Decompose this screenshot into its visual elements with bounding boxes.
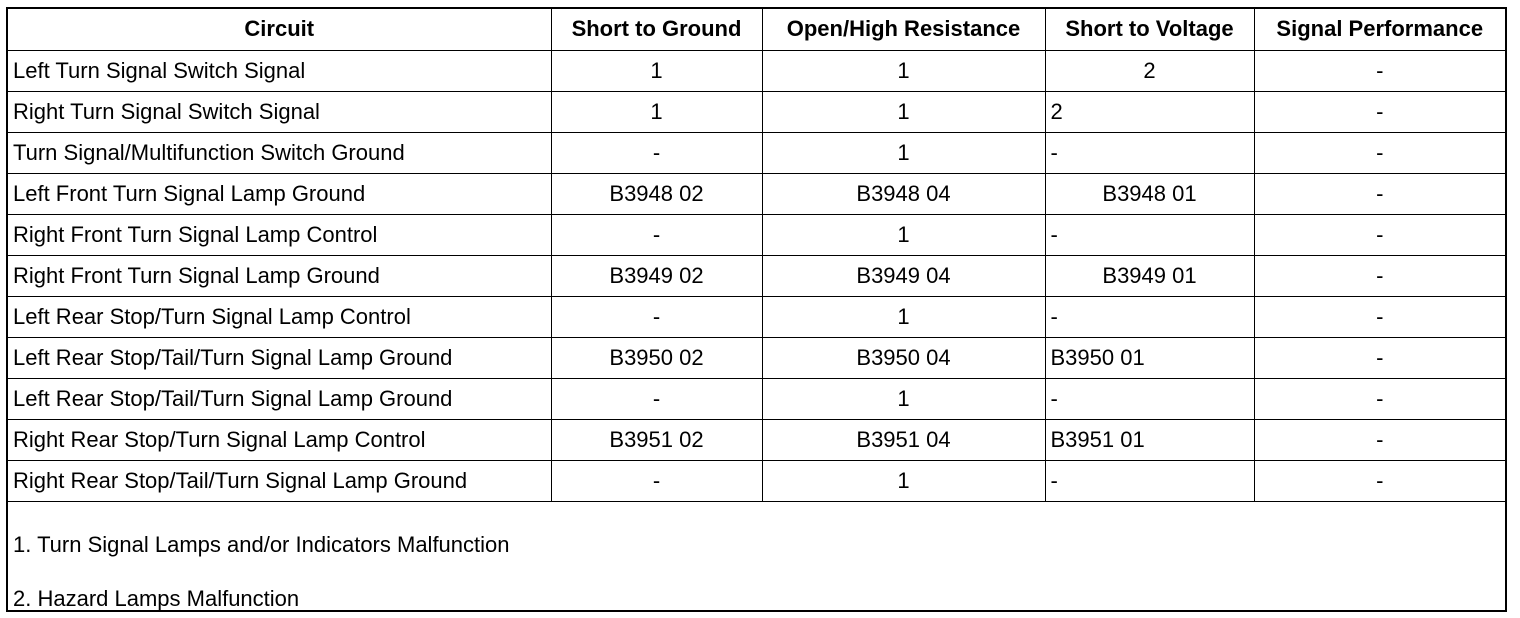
table-row [8,214,1505,255]
short-to-voltage-cell: - [1045,378,1254,419]
circuit-name-cell: Right Rear Stop/Tail/Turn Signal Lamp Ground [8,460,551,501]
short-to-voltage-cell: B3950 01 [1045,337,1254,378]
open-high-resistance-cell: B3948 04 [762,173,1045,214]
open-high-resistance-cell: 1 [762,460,1045,501]
signal-performance-cell: - [1254,132,1505,173]
footnote-1: 1. Turn Signal Lamps and/or Indicators Malfunction [13,532,510,557]
signal-performance-cell: - [1254,337,1505,378]
table-row [8,50,1505,91]
short-to-ground-cell: B3949 02 [551,255,762,296]
header-signal-performance: Signal Performance [1254,9,1505,50]
signal-performance-cell: - [1254,296,1505,337]
circuit-name-cell: Left Rear Stop/Tail/Turn Signal Lamp Ground [8,337,551,378]
header-open-high-resistance: Open/High Resistance [762,9,1045,50]
open-high-resistance-cell: 1 [762,50,1045,91]
short-to-voltage-cell: 2 [1045,91,1254,132]
short-to-ground-cell: B3948 02 [551,173,762,214]
circuit-name-cell: Left Rear Stop/Turn Signal Lamp Control [8,296,551,337]
open-high-resistance-cell: B3951 04 [762,419,1045,460]
dtc-circuit-table-frame [6,7,1507,612]
table-footnotes [8,516,1505,610]
open-high-resistance-cell: B3950 04 [762,337,1045,378]
header-circuit: Circuit [8,9,551,50]
short-to-voltage-cell: B3949 01 [1045,255,1254,296]
open-high-resistance-cell: B3949 04 [762,255,1045,296]
table-header-row [8,9,1505,50]
circuit-name-cell: Left Turn Signal Switch Signal [8,50,551,91]
table-row [8,378,1505,419]
short-to-ground-cell: 1 [551,50,762,91]
signal-performance-cell: - [1254,419,1505,460]
open-high-resistance-cell: 1 [762,378,1045,419]
signal-performance-cell: - [1254,255,1505,296]
signal-performance-cell: - [1254,91,1505,132]
circuit-fault-table [8,9,1505,502]
short-to-voltage-cell: - [1045,460,1254,501]
signal-performance-cell: - [1254,378,1505,419]
signal-performance-cell: - [1254,460,1505,501]
short-to-voltage-cell: B3951 01 [1045,419,1254,460]
open-high-resistance-cell: 1 [762,91,1045,132]
short-to-voltage-cell: - [1045,214,1254,255]
footnote-2: 2. Hazard Lamps Malfunction [13,586,300,611]
circuit-name-cell: Right Front Turn Signal Lamp Ground [8,255,551,296]
table-row [8,296,1505,337]
table-row [8,337,1505,378]
open-high-resistance-cell: 1 [762,214,1045,255]
table-row [8,91,1505,132]
short-to-ground-cell: - [551,214,762,255]
signal-performance-cell: - [1254,173,1505,214]
table-row [8,460,1505,501]
circuit-name-cell: Turn Signal/Multifunction Switch Ground [8,132,551,173]
signal-performance-cell: - [1254,50,1505,91]
circuit-name-cell: Right Turn Signal Switch Signal [8,91,551,132]
open-high-resistance-cell: 1 [762,132,1045,173]
table-row [8,419,1505,460]
short-to-ground-cell: - [551,132,762,173]
signal-performance-cell: - [1254,214,1505,255]
table-row [8,132,1505,173]
circuit-name-cell: Left Rear Stop/Tail/Turn Signal Lamp Ground [8,378,551,419]
header-short-to-ground: Short to Ground [551,9,762,50]
short-to-voltage-cell: B3948 01 [1045,173,1254,214]
open-high-resistance-cell: 1 [762,296,1045,337]
short-to-ground-cell: - [551,460,762,501]
table-row [8,255,1505,296]
circuit-name-cell: Right Rear Stop/Turn Signal Lamp Control [8,419,551,460]
short-to-ground-cell: - [551,378,762,419]
short-to-ground-cell: B3950 02 [551,337,762,378]
short-to-ground-cell: - [551,296,762,337]
header-short-to-voltage: Short to Voltage [1045,9,1254,50]
circuit-name-cell: Right Front Turn Signal Lamp Control [8,214,551,255]
circuit-name-cell: Left Front Turn Signal Lamp Ground [8,173,551,214]
short-to-ground-cell: 1 [551,91,762,132]
table-row [8,173,1505,214]
short-to-voltage-cell: 2 [1045,50,1254,91]
short-to-voltage-cell: - [1045,296,1254,337]
short-to-voltage-cell: - [1045,132,1254,173]
short-to-ground-cell: B3951 02 [551,419,762,460]
